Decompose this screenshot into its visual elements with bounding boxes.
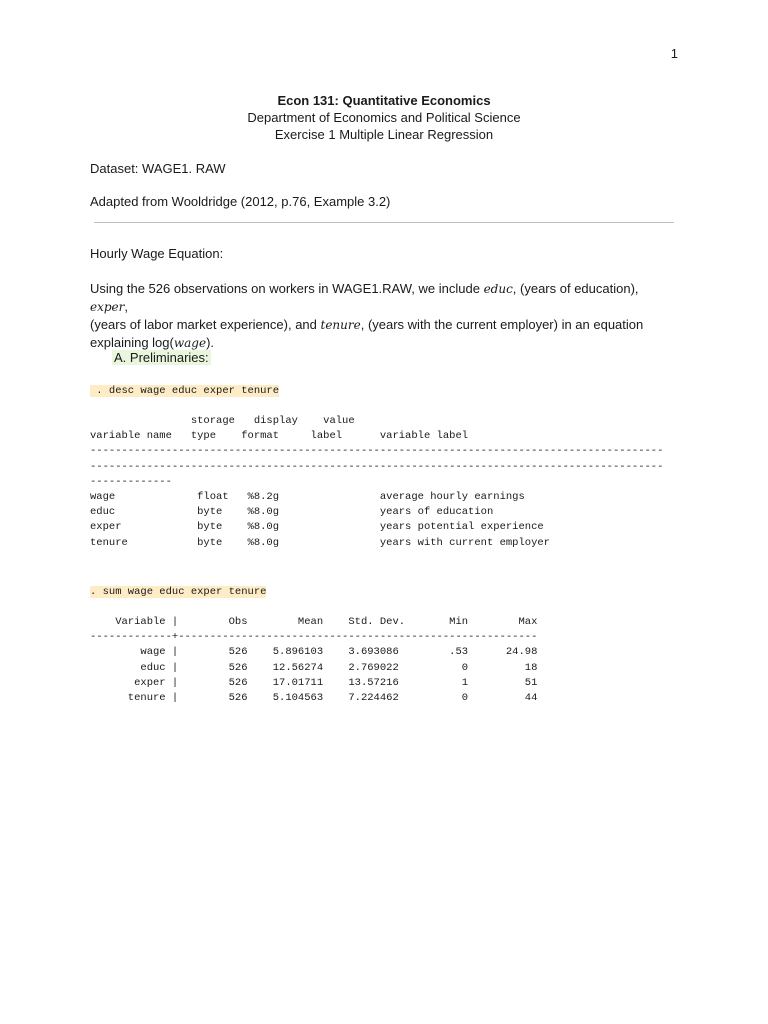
var-educ: educ xyxy=(483,282,513,296)
department-name: Department of Economics and Political Science xyxy=(247,110,521,125)
course-title: Econ 131: Quantitative Economics xyxy=(277,93,491,108)
sum-command: . sum wage educ exper tenure xyxy=(90,586,267,598)
page-number: 1 xyxy=(670,46,678,61)
section-a-heading: A. Preliminaries: xyxy=(114,350,209,365)
source-line: Adapted from Wooldridge (2012, p.76, Example 3.2) xyxy=(90,194,391,209)
intro-paragraph: Using the 526 observations on workers in WAGE1.RAW, we include educ, (years of education), exper, (years of labor market experience), and tenure, (years with the current employer) in an equation explaining log(wage). xyxy=(90,281,644,350)
var-wage: wage xyxy=(173,336,207,350)
sum-output: Variable | Obs Mean Std. Dev. Min Max -------------+--------------------------------------------------------- wage | 526 5.896103 3.693086 .53 24.98 educ | 526 12.56274 2.769022 0 18 exper | 526 17.01711 13.57216 1 51 tenure | 526 5.104563 7.224462 0 44 xyxy=(90,616,538,705)
exercise-title: Exercise 1 Multiple Linear Regression xyxy=(274,127,494,142)
var-exper: exper xyxy=(90,300,125,314)
equation-heading: Hourly Wage Equation: xyxy=(90,246,224,261)
desc-command: . desc wage educ exper tenure xyxy=(90,385,280,397)
document-header xyxy=(0,92,768,143)
desc-output: storage display value variable name type format label variable label ------------------------------------------------------------------------------------------- ------------------------------------------------------------------------------------------- ------------- wage float %8.2g average hourly earnings educ byte %8.0g years of education exper byte %8.0g years potential experience tenure byte %8.0g years with current employer xyxy=(90,415,664,549)
dataset-line: Dataset: WAGE1. RAW xyxy=(90,161,226,176)
horizontal-divider xyxy=(94,222,674,223)
var-tenure: tenure xyxy=(320,318,361,332)
